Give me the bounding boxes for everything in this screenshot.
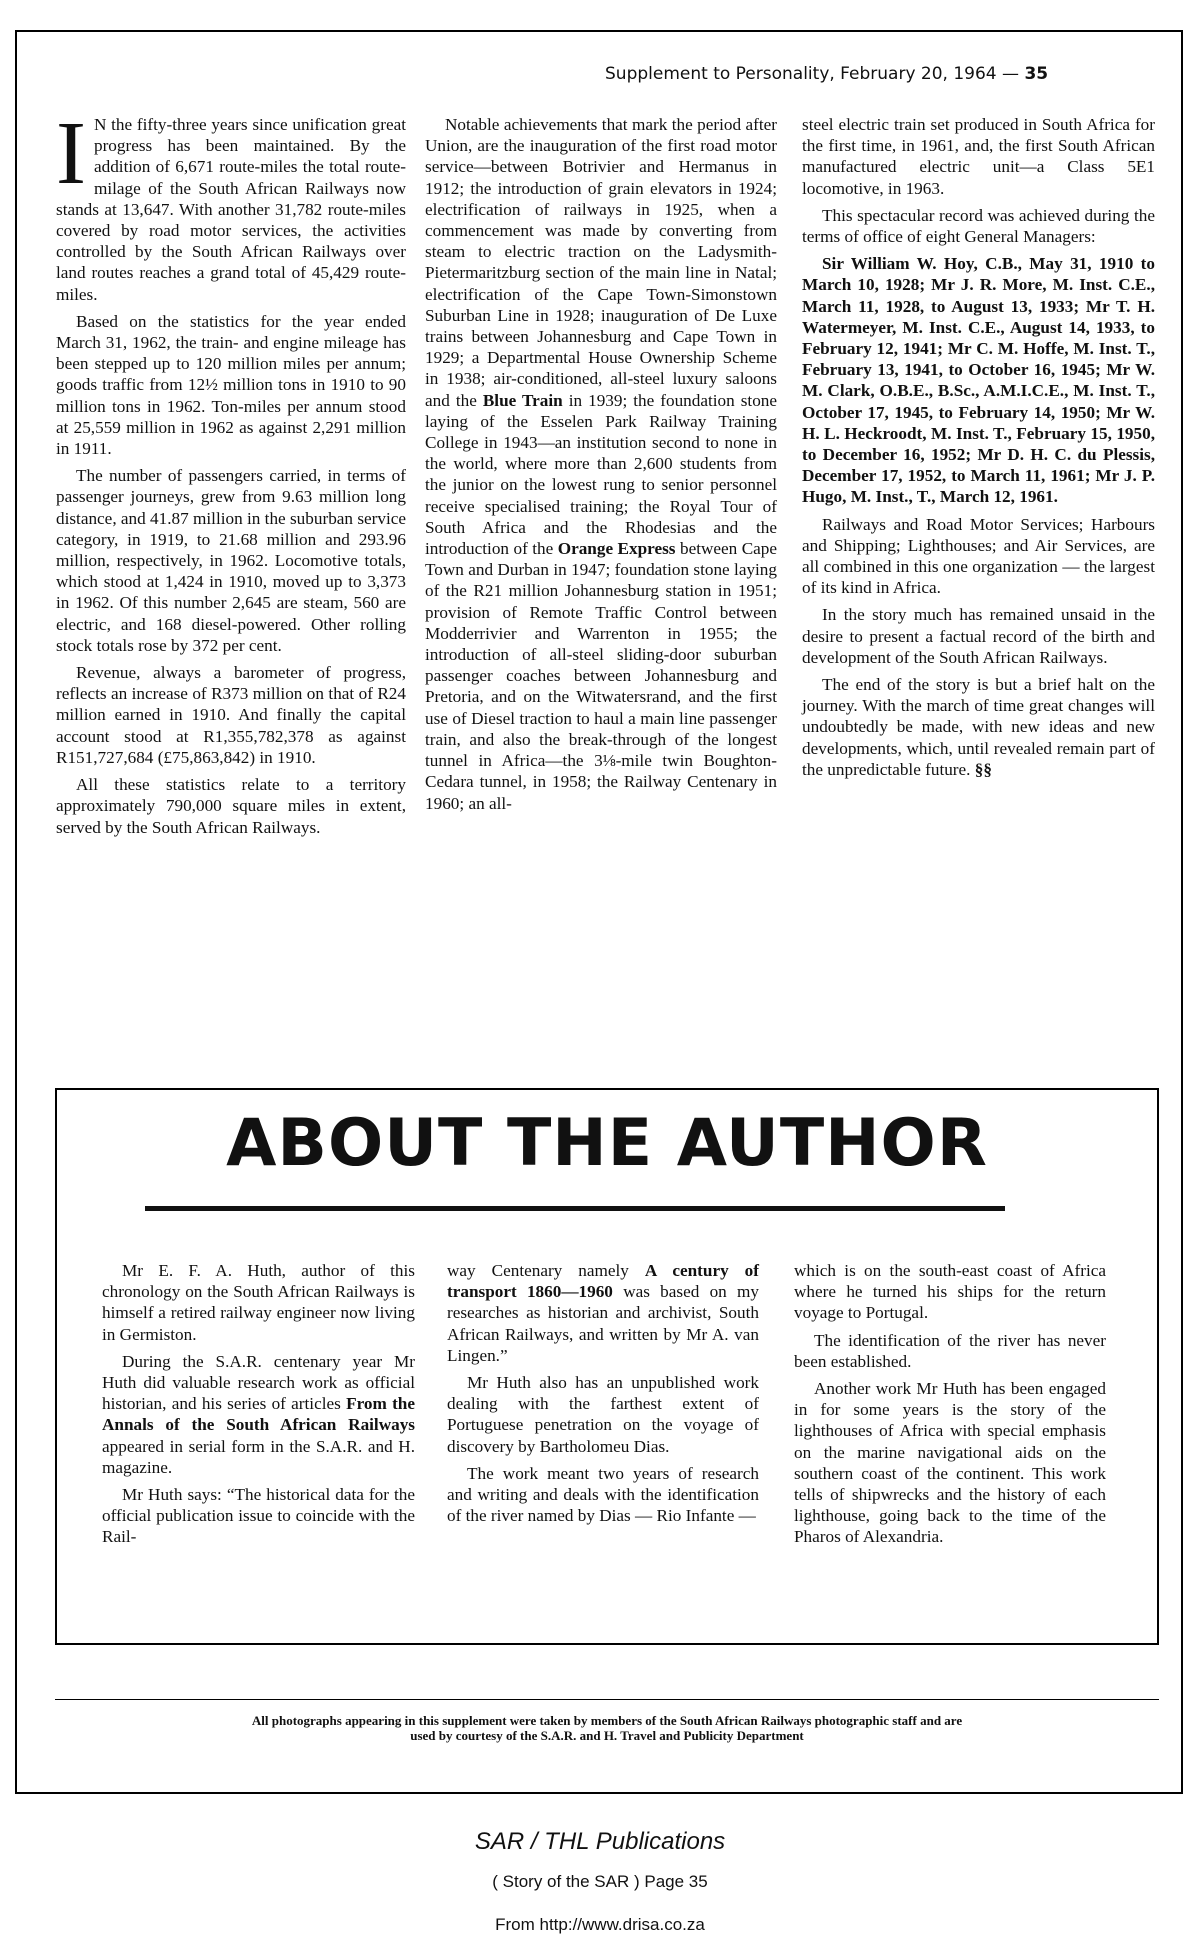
end-mark: §§ [974, 759, 992, 779]
about-paragraph: way Centenary namely A century of transport 1860—1960 was based on my researches as historian and archivist, South African Railways, and written by Mr A. van Lingen.” [447, 1261, 760, 1365]
page-header [605, 64, 1153, 84]
about-paragraph: Mr E. F. A. Huth, author of this chronology on the South African Railways is himself a retired railway engineer now living in Germiston. [102, 1261, 415, 1344]
series-title: From the Annals of the South African Railways [102, 1394, 415, 1435]
article-paragraph: I N the fifty-three years since unification great progress has been maintained. By the addition of 6,671 route-miles the total route-milage of the South African Railways now stands at 13,647. With another 31,782 route-miles covered by road motor services, the activities controlled by the South African Railways over land routes reaches a grand total of 45,429 route-miles. [56, 104, 406, 304]
article-paragraph: The end of the story is but a brief halt on the journey. With the march of time great changes will undoubtedly be made, with new ideas and new developments, which, until revealed remain part of the unpredictable future. §§ [802, 675, 1155, 779]
about-paragraph: Mr Huth also has an unpublished work dealing with the farthest extent of Portuguese penetration on the voyage of discovery by Bartholomeu Dias. [447, 1373, 759, 1456]
article-column-3 [802, 114, 1155, 786]
about-author-title: ABOUT THE AUTHOR [226, 1106, 988, 1181]
about-column-2 [447, 1260, 759, 1532]
about-paragraph: During the S.A.R. centenary year Mr Huth did valuable research work as official historian, and his series of articles From the Annals of the South African Railways appeared in serial form in the S.A.R. and H. magazine. [102, 1351, 415, 1477]
about-paragraph: The work meant two years of research and writing and deals with the identification of the river named by Dias — Rio Infante — [447, 1463, 759, 1526]
book-title: A century of transport 1860—1960 [447, 1261, 760, 1302]
article-paragraph: Revenue, always a barometer of progress, reflects an increase of R373 million on that of R24 million earned in 1910. And finally the capital account stood at R1,355,782,378 as against R151,727,684 (£75,863,842) in 1910. [56, 663, 406, 767]
about-column-1 [102, 1260, 415, 1554]
article-paragraph: This spectacular record was achieved during the terms of office of eight General Managers: [802, 205, 1155, 247]
article-paragraph: Railways and Road Motor Services; Harbours and Shipping; Lighthouses; and Air Services, are all combined in this one organization — the largest of its kind in Africa. [802, 514, 1155, 598]
credit-line-2: used by courtesy of the S.A.R. and H. Travel and Publicity Department [410, 1728, 804, 1743]
footer-subtitle: ( Story of the SAR ) Page 35 [492, 1872, 708, 1891]
article-paragraph: steel electric train set produced in South Africa for the first time, in 1961, and, the first South African manufactured electric unit—a Class 5E1 locomotive, in 1963. [802, 115, 1155, 198]
general-managers-list: Sir William W. Hoy, C.B., May 31, 1910 to March 10, 1928; Mr J. R. More, M. Inst. C.E., March 11, 1928, to August 13, 1933; Mr T. H. Watermeyer, M. Inst. C.E., August 14, 1933, to February 12, 1941; Mr C. M. Hoffe, M. Inst. T., February 13, 1941, to October 16, 1945; Mr W. M. Clark, O.B.E., B.Sc., A.M.I.C.E., M. Inst. T., October 17, 1945, to February 14, 1950; Mr W. H. L. Heckroodt, M. Inst. T., February 15, 1950, to December 16, 1952; Mr D. H. C. du Plessis, December 17, 1952, to March 11, 1961; Mr J. P. Hugo, M. Inst., T., March 12, 1961. [802, 254, 1155, 507]
about-column-3 [794, 1260, 1106, 1554]
article-paragraph: Based on the statistics for the year ended March 31, 1962, the train- and engine mileage has been stepped up to 120 million miles per annum; goods traffic from 12½ million tons in 1910 to 90 million tons in 1962. Ton-miles per annum stood at 25,559 million in 1962 as against 2,291 million in 1911. [56, 311, 406, 459]
orange-express-name: Orange Express [557, 539, 676, 559]
footer-title: SAR / THL Publications [474, 1828, 726, 1855]
article-paragraph: Notable achievements that mark the period after Union, are the inauguration of the first road motor service—between Botrivier and Hermanus in 1912; the introduction of grain elevators in 1924; electrification of railways in 1925, when a commencement was made by converting from steam to electric traction on the Ladysmith-Pietermaritzburg section of the main line in Natal; electrification of the Cape Town-Simonstown Suburban Line in 1928; inauguration of De Luxe trains between Johannesburg and Cape Town in 1929; a Departmental House Ownership Scheme in 1938; air-conditioned, all-steel luxury saloons and the Blue Train in 1939; the foundation stone laying of the Esselen Park Railway Training College in 1943—an institution second to none in the world, where more than 2,600 students from the junior on the lowest rung to senior personnel receive specialised training; the Royal Tour of South Africa and the Rhodesias and the introduction of the Orange Express between Cape Town and Durban in 1947; foundation stone laying of the R21 million Johannesburg station in 1951; provision of Remote Traffic Control between Modderrivier and Warrenton in 1955; the introduction of all-steel sliding-door suburban passenger coaches between Johannesburg and Pretoria, and on the Witwatersrand, and the first use of Diesel traction to haul a main line passenger train, and also the break-through of the longest tunnel in Africa—the 3⅛-mile twin Boughton-Cedara tunnel, in 1958; the Railway Centenary in 1960; an all- [425, 115, 778, 813]
article-paragraph: In the story much has remained unsaid in the desire to present a factual record of the birth and development of the South African Railways. [802, 605, 1155, 667]
article-column-2 [425, 114, 777, 820]
about-paragraph: Mr Huth says: “The historical data for the official publication issue to coincide with the Rail- [102, 1485, 415, 1547]
credit-divider [55, 1699, 1159, 1700]
article-paragraph: All these statistics relate to a territory approximately 790,000 square miles in extent, served by the South African Railways. [56, 775, 406, 837]
title-underline [145, 1206, 1005, 1211]
page-number: 35 [1024, 64, 1049, 84]
photo-credit [55, 1713, 1159, 1743]
drop-cap: I [56, 104, 86, 203]
about-paragraph: The identification of the river has never been established. [794, 1330, 1106, 1371]
footer-source: From http://www.drisa.co.za [495, 1915, 705, 1934]
about-paragraph: Another work Mr Huth has been engaged in for some years is the story of the lighthouses of Africa with special emphasis on the marine navigational aids on the southern coast of the continent. This work tells of shipwrecks and the history of each lighthouse, going back to the time of the Pharos of Alexandria. [794, 1379, 1106, 1547]
header-text: Supplement to Personality, February 20, 1964 — [605, 64, 1020, 84]
blue-train-name: Blue Train [482, 390, 563, 410]
credit-line-1: All photographs appearing in this supplement were taken by members of the South African Railways photographic staff and are [251, 1713, 963, 1728]
article-column-1 [56, 104, 406, 844]
article-paragraph: The number of passengers carried, in terms of passenger journeys, grew from 9.63 million long distance, and 41.87 million in the suburban service category, in 1919, to 21.68 million and 293.96 million, respectively, in 1962. Locomotive totals, which stood at 1,424 in 1910, moved up to 3,373 in 1962. Of this number 2,645 are steam, 560 are electric, and 168 diesel-powered. Other rolling stock totals rose by 372 per cent. [56, 466, 406, 655]
about-paragraph: which is on the south-east coast of Africa where he turned his ships for the return voyage to Portugal. [794, 1261, 1106, 1323]
